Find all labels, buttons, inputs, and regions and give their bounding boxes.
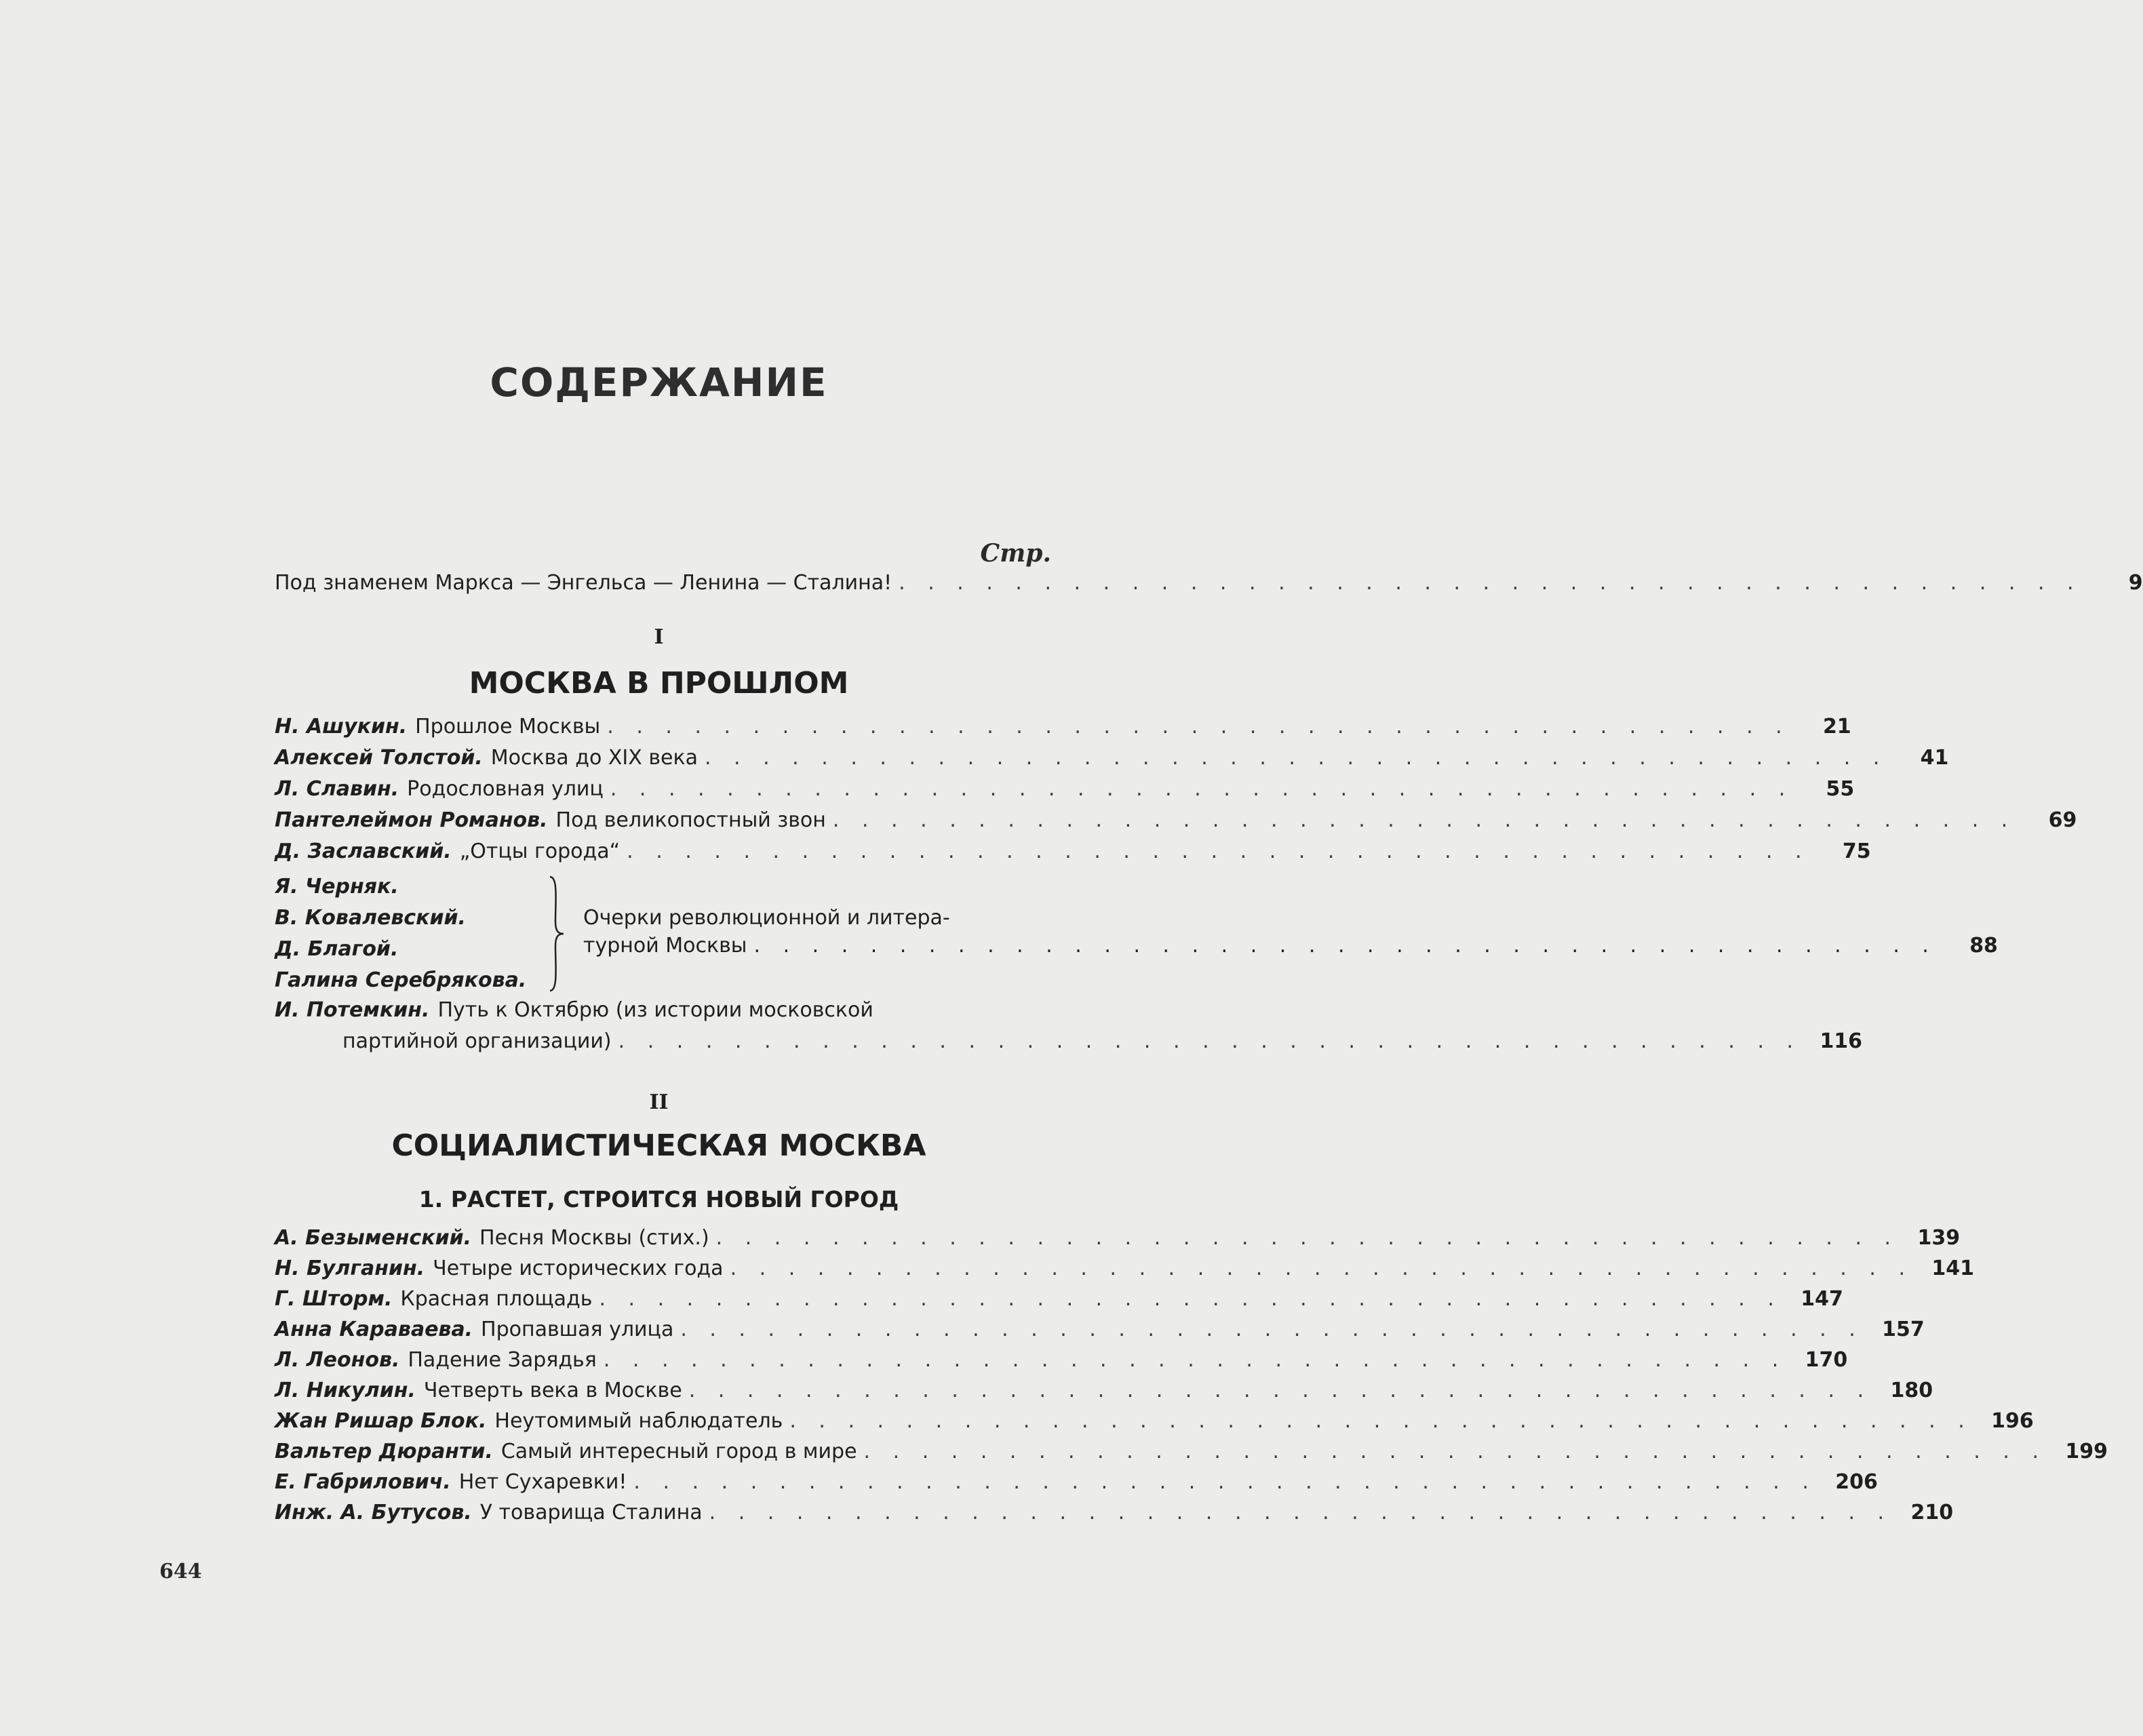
toc-entry-continuation bbox=[342, 1029, 1863, 1061]
entry-author: Анна Караваева. bbox=[275, 1318, 473, 1341]
toc-entry bbox=[275, 1379, 1933, 1410]
entry-page: 21 bbox=[1822, 715, 1851, 738]
entry-leader: . . . . . . . . . . . . . . . . . . . . . . . . . . . . . . . . . . . . . . . . . bbox=[863, 1440, 2047, 1463]
toc-entry bbox=[275, 808, 2077, 840]
entry-author: Вальтер Дюранти. bbox=[275, 1440, 493, 1463]
part-numeral-2: II bbox=[649, 1090, 669, 1114]
entry-page: 69 bbox=[2048, 808, 2077, 832]
entry-title: Прошлое Москвы bbox=[415, 715, 601, 738]
entry-author: Инж. А. Бутусов. bbox=[275, 1501, 472, 1524]
group-title bbox=[583, 903, 1998, 965]
entry-leader: . . . . . . . . . . . . . . . . . . . . . . . . . . . . . . . . . . . . . . . . . bbox=[603, 1348, 1787, 1372]
group-title-line2: турной Москвы bbox=[583, 934, 747, 958]
entry-title: Красная площадь bbox=[400, 1287, 593, 1311]
entry-author: Е. Габрилович. bbox=[275, 1470, 451, 1494]
entry-leader: . . . . . . . . . . . . . . . . . . . . . . . . . . . . . . . . . . . . . . . . . bbox=[688, 1379, 1872, 1402]
part-title-1: МОСКВА В ПРОШЛОМ bbox=[469, 666, 849, 701]
entry-page: 41 bbox=[1920, 746, 1949, 770]
entry-title: Самый интересный город в мире bbox=[500, 1440, 857, 1463]
entry-leader: . . . . . . . . . . . . . . . . . . . . . . . . . . . . . . . . . . . . . . . . . bbox=[610, 777, 1794, 801]
entry-page: 199 bbox=[2065, 1440, 2108, 1463]
toc-group-entry bbox=[275, 871, 1998, 997]
entry-author: Л. Славин. bbox=[275, 777, 399, 801]
entry-page: 88 bbox=[1969, 934, 1998, 958]
entry-title: Неутомимый наблюдатель bbox=[494, 1409, 783, 1433]
entry-title: Пропавшая улица bbox=[481, 1318, 674, 1341]
entry-title: Падение Зарядья bbox=[408, 1348, 597, 1372]
subsection-title: 1. РАСТЕТ, СТРОИТСЯ НОВЫЙ ГОРОД bbox=[418, 1186, 899, 1212]
group-author: Д. Благой. bbox=[275, 937, 399, 961]
entry-page: 180 bbox=[1890, 1379, 1933, 1402]
entry-author: Жан Ришар Блок. bbox=[275, 1409, 487, 1433]
entry-leader: . . . . . . . . . . . . . . . . . . . . . . . . . . . . . . . . . . . . . . . . . bbox=[704, 746, 1888, 770]
entry-title: Под знаменем Маркса — Энгельса — Ленина — Сталина! bbox=[275, 571, 892, 595]
toc-entry-multiline bbox=[275, 998, 1051, 1029]
entry-title: Путь к Октябрю (из истории московской bbox=[437, 998, 873, 1022]
group-author: В. Ковалевский. bbox=[275, 906, 466, 930]
entry-title: У товарища Сталина bbox=[479, 1501, 703, 1524]
entry-author: И. Потемкин. bbox=[275, 998, 430, 1022]
entry-page: 147 bbox=[1801, 1287, 1843, 1311]
entry-author: Н. Булганин. bbox=[275, 1257, 425, 1280]
toc-entry-intro bbox=[275, 571, 2143, 602]
entry-leader: . . . . . . . . . . . . . . . . . . . . . . . . . . . . . . . . . . . . . . . . . bbox=[715, 1226, 1900, 1250]
toc-entry bbox=[275, 1226, 1961, 1257]
entry-page: 196 bbox=[1991, 1409, 2034, 1433]
toc-entry bbox=[275, 1257, 1974, 1288]
entry-title: Четверть века в Москве bbox=[423, 1379, 682, 1402]
entry-author: Г. Шторм. bbox=[275, 1287, 393, 1311]
entry-title: Москва до XIX века bbox=[490, 746, 698, 770]
entry-page: 75 bbox=[1842, 840, 1871, 863]
part-numeral-1: I bbox=[654, 625, 664, 649]
entry-page: 206 bbox=[1835, 1470, 1878, 1494]
group-authors bbox=[275, 871, 546, 996]
entry-title: „Отцы города“ bbox=[459, 840, 621, 863]
entry-page: 9 bbox=[2128, 571, 2143, 595]
toc-entry bbox=[275, 715, 1851, 746]
entry-title: Нет Сухаревки! bbox=[458, 1470, 627, 1494]
entry-leader: . . . . . . . . . . . . . . . . . . . . . . . . . . . . . . . . . . . . . . . . . bbox=[730, 1257, 1913, 1280]
entry-page: 141 bbox=[1931, 1257, 1974, 1280]
entry-author: Алексей Толстой. bbox=[275, 746, 483, 770]
entry-page: 139 bbox=[1917, 1226, 1961, 1250]
entry-page: 116 bbox=[1820, 1029, 1863, 1053]
entry-author: Д. Заславский. bbox=[275, 840, 452, 863]
entry-leader: . . . . . . . . . . . . . . . . . . . . . . . . . . . . . . . . . . . . . . . . . bbox=[607, 715, 1790, 738]
group-title-line1: Очерки революционной и литера- bbox=[583, 906, 950, 930]
entry-page: 55 bbox=[1826, 777, 1855, 801]
entry-leader: . . . . . . . . . . . . . . . . . . . . . . . . . . . . . . . . . . . . . . . . . bbox=[599, 1287, 1782, 1311]
group-author: Я. Черняк. bbox=[275, 875, 399, 899]
toc-entry bbox=[275, 777, 1855, 808]
toc-entry bbox=[275, 1470, 1878, 1501]
toc-entry bbox=[275, 1287, 1843, 1318]
entry-leader: . . . . . . . . . . . . . . . . . . . . . . . . . . . . . . . . . . . . . . . . . bbox=[709, 1501, 1893, 1524]
entry-author: Н. Ашукин. bbox=[275, 715, 408, 738]
toc-entry bbox=[275, 1440, 2108, 1471]
toc-entry bbox=[275, 1318, 1925, 1349]
entry-leader: . . . . . . . . . . . . . . . . . . . . . . . . . . . . . . . . . . . . . . . . . bbox=[618, 1029, 1802, 1053]
entry-leader: . . . . . . . . . . . . . . . . . . . . . . . . . . . . . . . . . . . . . . . . . bbox=[753, 934, 1937, 958]
entry-page: 157 bbox=[1882, 1318, 1925, 1341]
entry-leader: . . . . . . . . . . . . . . . . . . . . . . . . . . . . . . . . . . . . . . . . . bbox=[899, 571, 2082, 595]
entry-page: 210 bbox=[1910, 1501, 1954, 1524]
page-column-label: Стр. bbox=[980, 539, 1051, 568]
page-title: СОДЕРЖАНИЕ bbox=[490, 359, 828, 406]
toc-entry bbox=[275, 1348, 1848, 1379]
page-number: 644 bbox=[159, 1560, 202, 1583]
toc-entry bbox=[275, 746, 1949, 777]
entry-leader: . . . . . . . . . . . . . . . . . . . . . . . . . . . . . . . . . . . . . . . . . bbox=[627, 840, 1810, 863]
entry-leader: . . . . . . . . . . . . . . . . . . . . . . . . . . . . . . . . . . . . . . . . . bbox=[832, 808, 2016, 832]
part-title-2: СОЦИАЛИСТИЧЕСКАЯ МОСКВА bbox=[391, 1128, 926, 1163]
toc-entry bbox=[275, 840, 1871, 871]
toc-entry bbox=[275, 1409, 2034, 1440]
entry-leader: . . . . . . . . . . . . . . . . . . . . . . . . . . . . . . . . . . . . . . . . . bbox=[633, 1470, 1817, 1494]
entry-author: А. Безыменский. bbox=[275, 1226, 472, 1250]
group-author: Галина Серебрякова. bbox=[275, 968, 527, 992]
entry-title: партийной организации) bbox=[342, 1029, 612, 1053]
entry-title: Песня Москвы (стих.) bbox=[479, 1226, 709, 1250]
entry-leader: . . . . . . . . . . . . . . . . . . . . . . . . . . . . . . . . . . . . . . . . . bbox=[680, 1318, 1864, 1341]
entry-leader: . . . . . . . . . . . . . . . . . . . . . . . . . . . . . . . . . . . . . . . . . bbox=[789, 1409, 1973, 1433]
entry-title: Четыре исторических года bbox=[433, 1257, 724, 1280]
entry-page: 170 bbox=[1805, 1348, 1848, 1372]
entry-author: Л. Никулин. bbox=[275, 1379, 416, 1402]
entry-author: Л. Леонов. bbox=[275, 1348, 400, 1372]
group-title-line2-row bbox=[583, 934, 1998, 965]
curly-brace-icon bbox=[546, 874, 566, 993]
entry-title: Под великопостный звон bbox=[555, 808, 826, 832]
entry-author: Пантелеймон Романов. bbox=[275, 808, 548, 832]
entry-title: Родословная улиц bbox=[407, 777, 604, 801]
toc-entry bbox=[275, 1501, 1954, 1532]
